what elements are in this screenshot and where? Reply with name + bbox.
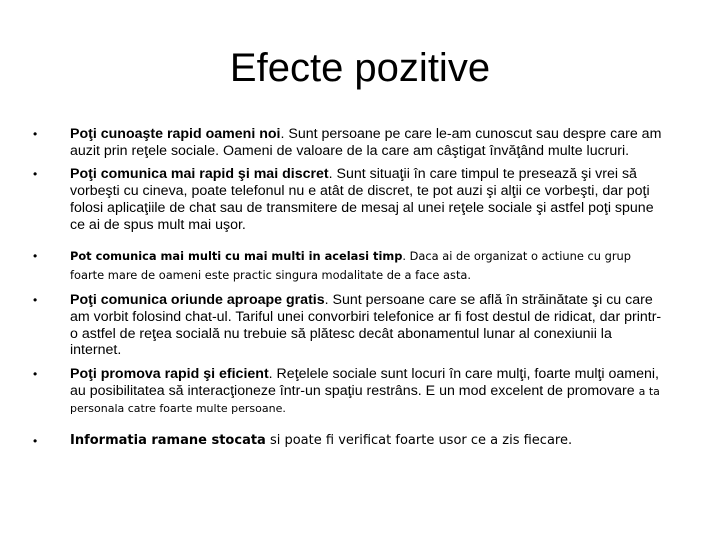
bullet-item <box>33 166 666 233</box>
bullet-text: . Reţelele sociale sunt locuri în care mulţi, foarte mulţi oameni, au posibilitatea să interacţioneze într-un spaţiu restrâns. E un mod excelent de promovare <box>70 366 660 399</box>
bullet-item <box>33 247 666 285</box>
bullet-heading: Informatia ramane stocata <box>70 433 266 449</box>
bullet-text: . Sunt situaţii în care timpul te presează şi vrei să vorbeşti cu cineva, poate telefonul nu e atât de discret, te pot auzi şi alţii ce vorbeşti, dar poţi folosi aplicaţiile de chat sau de transmitere de mesaj al unei reţele sociale şi astfel poţi spune ce ai de spus mult mai uşor. <box>70 166 654 233</box>
bullet-heading: Poţi comunica mai rapid şi mai discret <box>70 166 329 183</box>
slide-title: Efecte pozitive <box>229 46 491 90</box>
bullet-item <box>33 366 666 418</box>
bullet-text: . Sunt persoane care se află în străinătate şi cu care am vorbit folosind chat-ul. Tariful unei convorbiri telefonice ar fi fost destul de ridicat, dar printr-o astfel de reţea socială nu trebuie să plătesc decât abonamentul lunar al conexiunii la internet. <box>70 292 662 359</box>
bullet-text: . Daca ai de organizat o actiune cu grup foarte mare de oameni este practic singura modalitate de a face asta. <box>70 249 631 283</box>
bullet-icon: • <box>33 249 38 264</box>
bullet-heading: Pot comunica mai multi cu mai multi in acelasi timp <box>70 249 403 264</box>
bullet-text: . Sunt persoane pe care le-am cunoscut sau despre care am auzit prin reţele sociale. Oameni de valoare de la care am câştigat învăţând multe lucruri. <box>70 126 662 159</box>
bullet-icon: • <box>33 434 38 449</box>
bullet-heading: Poţi promova rapid şi eficient <box>70 366 269 383</box>
bullet-icon: • <box>33 167 38 182</box>
bullet-item <box>33 126 666 159</box>
bullet-heading: Poţi comunica oriunde aproape gratis <box>70 292 325 309</box>
bullet-icon: • <box>33 293 38 308</box>
bullet-icon: • <box>33 367 38 382</box>
bullet-item <box>33 432 666 450</box>
bullet-heading: Poţi cunoaşte rapid oameni noi <box>70 126 281 142</box>
bullet-icon: • <box>33 127 38 141</box>
bullet-text: si poate fi verificat foarte usor ce a zis fiecare. <box>265 433 573 449</box>
bullet-list <box>33 126 666 457</box>
bullet-tail: a ta personala catre foarte multe persoane. <box>70 384 660 416</box>
bullet-item <box>33 292 666 359</box>
